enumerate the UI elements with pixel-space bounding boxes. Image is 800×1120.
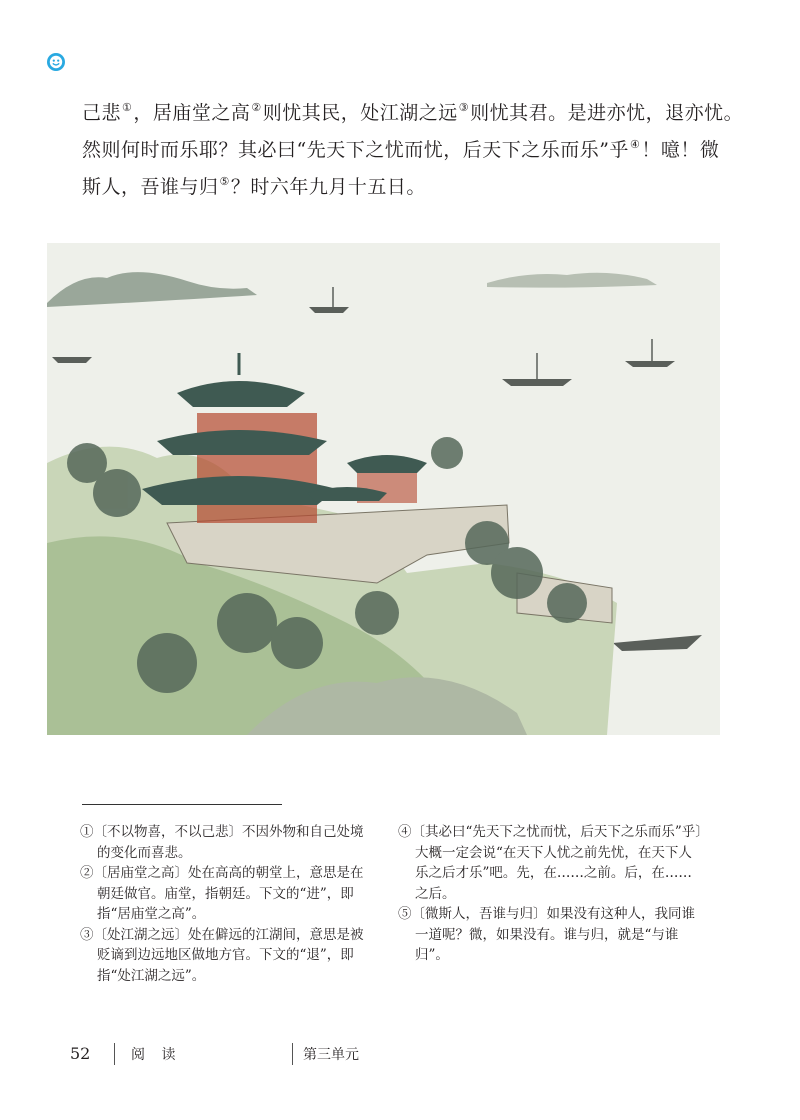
footnote-divider: [82, 804, 282, 805]
text-segment: 则忧其君。是进亦忧，退亦忧。: [470, 102, 744, 124]
footer-separator: [292, 1043, 293, 1065]
footnote-3: ③〔处江湖之远〕处在僻远的江湖间，意思是被贬谪到边远地区做地方官。下文的“退”，即指“处江湖之远”。: [80, 926, 364, 984]
footnotes-right: [398, 822, 703, 966]
footnotes-left: [80, 822, 375, 986]
footnote-1: ①〔不以物喜，不以己悲〕不因外物和自己处境的变化而喜悲。: [80, 824, 364, 861]
text-segment: ？时六年九月十五日。: [230, 176, 426, 198]
footnote-ref-3[interactable]: ③: [458, 101, 470, 114]
text-line-2: [82, 129, 722, 166]
footnote-ref-4[interactable]: ④: [629, 138, 641, 151]
page-number: 52: [70, 1044, 91, 1063]
smiley-icon: [46, 52, 66, 72]
footnote-4: ④〔其必曰“先天下之忧而忧，后天下之乐而乐”乎〕大概一定会说“在天下人忧之前先忧，在天下人乐之后才乐”吧。先，在……之前。后，在……之后。: [398, 824, 703, 902]
text-segment: 己悲: [82, 102, 122, 124]
text-segment: 然则何时而乐耶？其必曰“先天下之忧而忧，后天下之乐而乐”乎: [82, 139, 629, 161]
footnote-2: ②〔居庙堂之高〕处在高高的朝堂上，意思是在朝廷做官。庙堂，指朝廷。下文的“进”，即指“居庙堂之高”。: [80, 865, 364, 922]
footnote-ref-5[interactable]: ⑤: [219, 175, 230, 188]
yueyang-tower-painting: [47, 243, 720, 735]
text-line-3: [82, 166, 722, 203]
footnote-5: ⑤〔微斯人，吾谁与归〕如果没有这种人，我同谁一道呢？微，如果没有。谁与归，就是“与谁归”。: [398, 906, 695, 963]
footnote-ref-1[interactable]: ①: [122, 101, 133, 114]
text-line-1: [82, 92, 744, 129]
footer-section: 阅 读: [131, 1047, 182, 1063]
footnote-ref-2[interactable]: ②: [251, 101, 262, 114]
footer-separator: [114, 1043, 115, 1065]
text-segment: ！噫！微: [641, 139, 720, 161]
footer-unit: 第三单元: [303, 1047, 359, 1063]
text-segment: ，居庙堂之高: [133, 102, 251, 124]
text-segment: 则忧其民，处江湖之远: [262, 102, 458, 124]
main-text: [82, 92, 744, 203]
text-segment: 斯人，吾谁与归: [82, 176, 219, 198]
